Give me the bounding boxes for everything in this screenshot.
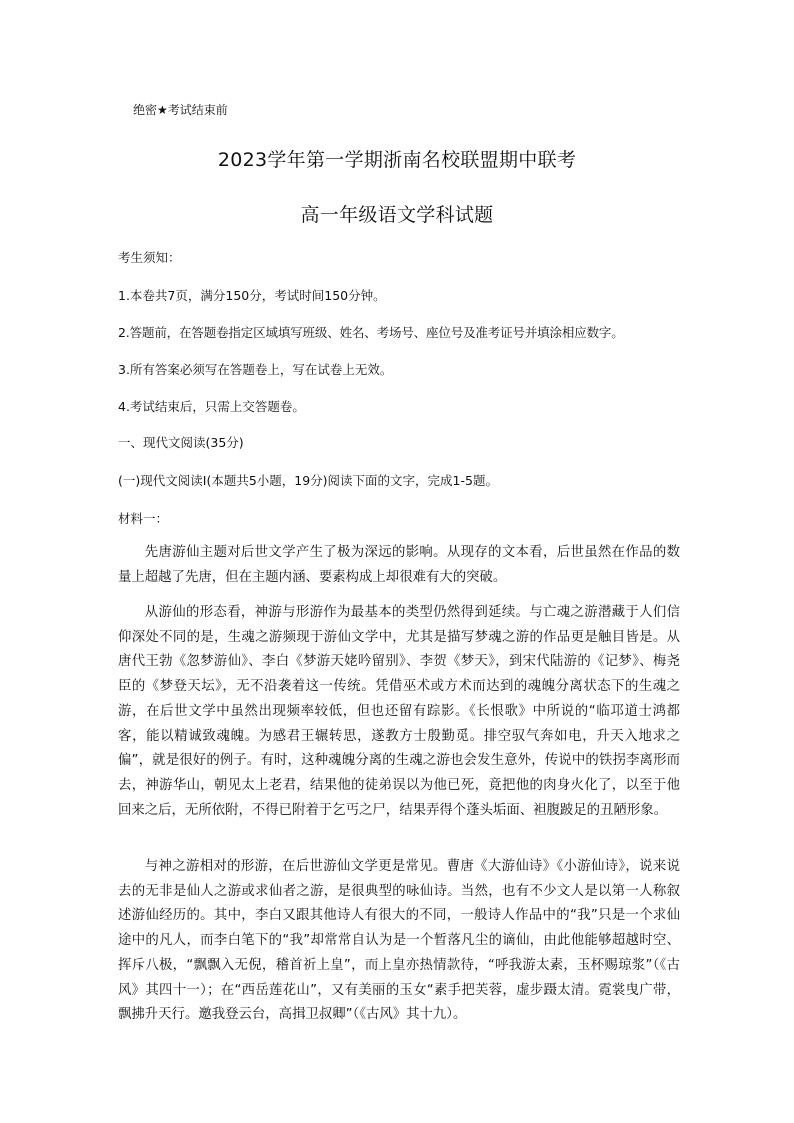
paragraph: 先唐游仙主题对后世文学产生了极为深远的影响。从现存的文本看，后世虽然在作品的数量上超越了先唐，但在主题内涵、要素构成上却很难有大的突破。 <box>118 545 680 585</box>
paragraph: 从游仙的形态看，神游与形游作为最基本的类型仍然得到延续。与亡魂之游潜藏于人们信仰深处不同的是，生魂之游频现于游仙文学中，尤其是描写梦魂之游的作品更是触目皆是。从唐代王勃《忽梦游仙》、李白《梦游天姥吟留别》、李贺《梦天》，到宋代陆游的《记梦》、梅尧臣的《梦登天坛》，无不沿袭着这一传统。凭借巫术或方术而达到的魂魄分离状态下的生魂之游，在后世文学中虽然出现频率较低，但也还留有踪影。《长恨歌》中所说的“临邛道士鸿都客，能以精诚致魂魄。为感君王辗转思，遂教方士殷勤觅。排空驭气奔如电，升天入地求之偏”，就是很好的例子。有时，这种魂魄分离的生魂之游也会发生意外，传说中的铁拐李离形而去，神游华山，朝见太上老君，结果他的徒弟误以为他已死，竟把他的肉身火化了，以至于他回来之后，无所依附，不得已附着于乞丐之尸，结果弄得个蓬头垢面、袒腹跛足的丑陋形象。 <box>118 605 680 818</box>
exam-title: 2023学年第一学期浙南名校联盟期中联考 <box>217 149 577 171</box>
material-label: 材料一： <box>118 511 169 526</box>
notice-item: 2.答题前，在答题卷指定区域填写班级、姓名、考场号、座位号及准考证号并填涂相应数字。 <box>118 325 624 340</box>
notice-item: 1.本卷共7页，满分150分，考试时间150分钟。 <box>118 288 386 303</box>
section-heading: 一、现代文阅读(35分) <box>118 435 244 450</box>
section-subheading: (一)现代文阅读Ⅰ(本题共5小题，19分)阅读下面的文字，完成1-5题。 <box>118 473 498 488</box>
notice-item: 3.所有答案必须写在答题卷上，写在试卷上无效。 <box>118 362 393 377</box>
exam-subtitle: 高一年级语文学科试题 <box>300 204 494 226</box>
confidential-label: 绝密★考试结束前 <box>133 103 228 117</box>
notice-item: 4.考试结束后，只需上交答题卷。 <box>118 399 305 414</box>
notice-heading: 考生须知： <box>118 250 181 265</box>
paragraph: 与神之游相对的形游，在后世游仙文学更是常见。曹唐《大游仙诗》《小游仙诗》，说来说去的无非是仙人之游或求仙者之游，是很典型的咏仙诗。当然，也有不少文人是以第一人称叙述游仙经历的。其中，李白又跟其他诗人有很大的不同，一般诗人作品中的“我”只是一个求仙途中的凡人，而李白笔下的“我”却常常自认为是一个暂落凡尘的谪仙，由此他能够超越时空、挥斥八极，“飘飘入无倪，稽首祈上皇”，而上皇亦热情款待，“呼我游太素，玉杯赐琼浆”（《古风》其四十一）；在“西岳莲花山”，又有美丽的玉女“素手把芙蓉，虚步蹑太清。霓裳曳广带，飘拂升天行。邀我登云台，高揖卫叔卿”（《古风》其十九）。 <box>118 859 680 1023</box>
